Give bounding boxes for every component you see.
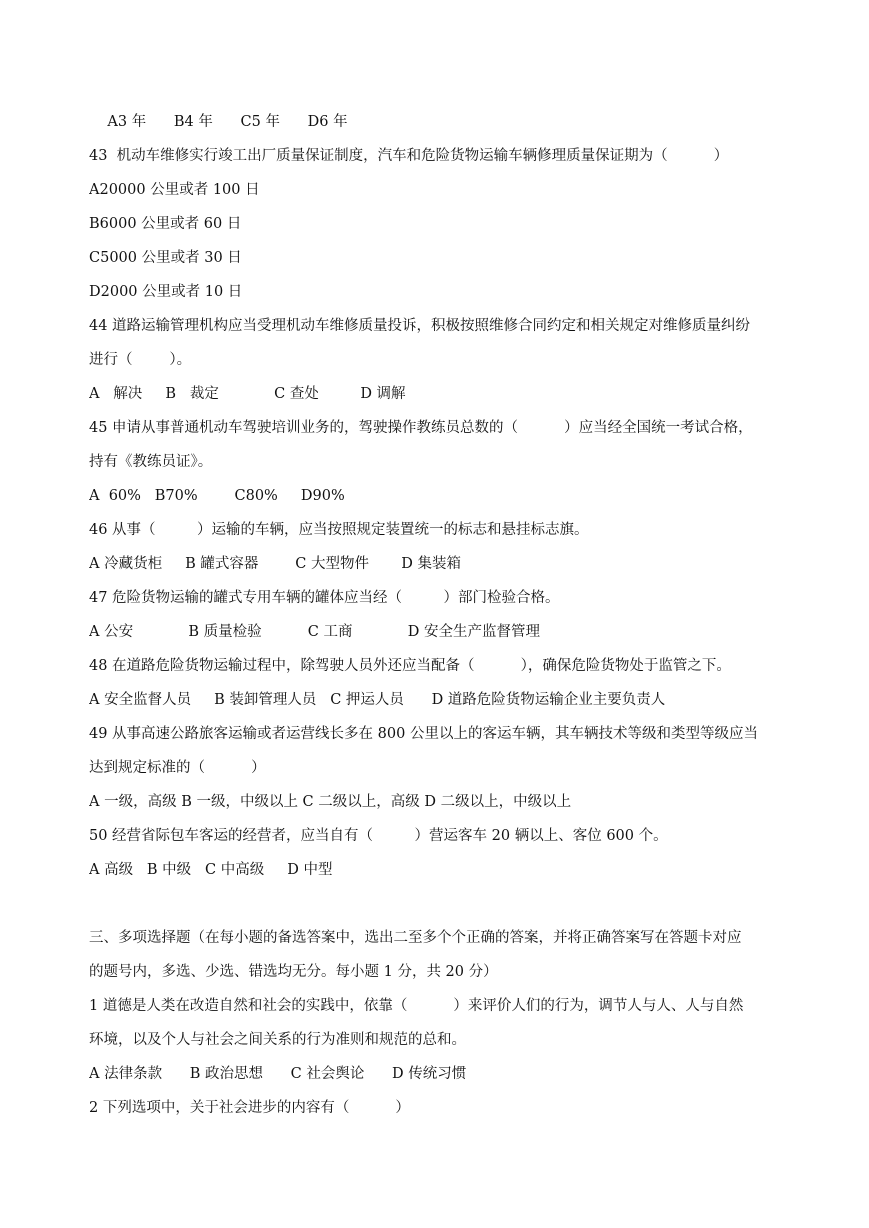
mq1-options: A 法律条款 B 政治思想 C 社会舆论 D 传统习惯 — [89, 1066, 467, 1082]
q46-options: A 冷藏货柜 B 罐式容器 C 大型物件 D 集装箱 — [89, 556, 461, 572]
q47-options: A 公安 B 质量检验 C 工商 D 安全生产监督管理 — [89, 624, 540, 640]
q49-text-line2: 达到规定标准的（ ） — [89, 760, 266, 776]
mq1-text-line2: 环境，以及个人与社会之间关系的行为准则和规范的总和。 — [89, 1032, 466, 1048]
q42-options: A3 年 B4 年 C5 年 D6 年 — [89, 114, 348, 130]
q46-text: 46 从事（ ）运输的车辆，应当按照规定装置统一的标志和悬挂标志旗。 — [89, 522, 589, 538]
mq2-text: 2 下列选项中，关于社会进步的内容有（ ） — [89, 1100, 410, 1116]
q49-text-line1: 49 从事高速公路旅客运输或者运营线长多在 800 公里以上的客运车辆，其车辆技术等级和类型等级应当 — [89, 726, 758, 742]
q49-options: A 一级，高级 B 一级，中级以上 C 二级以上，高级 D 二级以上，中级以上 — [89, 794, 572, 810]
q50-text: 50 经营省际包车客运的经营者，应当自有（ ）营运客车 20 辆以上、客位 600 个。 — [89, 828, 668, 844]
q43-option-c: C5000 公里或者 30 日 — [89, 250, 242, 266]
q43-option-b: B6000 公里或者 60 日 — [89, 216, 242, 232]
q45-text-line1: 45 申请从事普通机动车驾驶培训业务的，驾驶操作教练员总数的（ ）应当经全国统一考试合格， — [89, 420, 753, 436]
q45-options: A 60% B70% C80% D90% — [89, 488, 345, 504]
q44-options: A 解决 B 裁定 C 查处 D 调解 — [89, 386, 406, 402]
q44-text-line2: 进行（ ）。 — [89, 352, 192, 368]
q48-options: A 安全监督人员 B 装卸管理人员 C 押运人员 D 道路危险货物运输企业主要负责人 — [89, 692, 666, 708]
q43-option-d: D2000 公里或者 10 日 — [89, 284, 243, 300]
q45-text-line2: 持有《教练员证》。 — [89, 454, 213, 470]
q43-option-a: A20000 公里或者 100 日 — [89, 182, 260, 198]
q50-options: A 高级 B 中级 C 中高级 D 中型 — [89, 862, 333, 878]
section3-heading-line2: 的题号内，多选、少选、错选均无分。每小题 1 分，共 20 分） — [89, 964, 498, 980]
section3-heading-line1: 三、多项选择题（在每小题的备选答案中，选出二至多个个正确的答案，并将正确答案写在答题卡对应 — [89, 930, 742, 946]
q44-text-line1: 44 道路运输管理机构应当受理机动车维修质量投诉，积极按照维修合同约定和相关规定对维修质量纠纷 — [89, 318, 751, 334]
q47-text: 47 危险货物运输的罐式专用车辆的罐体应当经（ ）部门检验合格。 — [89, 590, 560, 606]
q48-text: 48 在道路危险货物运输过程中，除驾驶人员外还应当配备（ ），确保危险货物处于监管之下。 — [89, 658, 731, 674]
mq1-text-line1: 1 道德是人类在改造自然和社会的实践中，依靠（ ）来评价人们的行为，调节人与人、人与自然 — [89, 998, 744, 1014]
q43-text: 43 机动车维修实行竣工出厂质量保证制度，汽车和危险货物运输车辆修理质量保证期为（ ） — [89, 148, 729, 164]
